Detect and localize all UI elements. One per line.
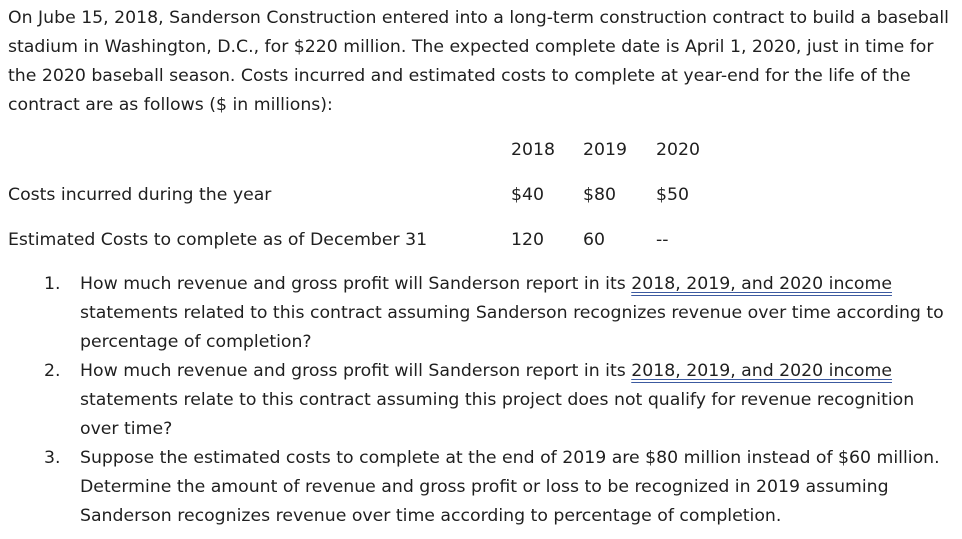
question-underlined-text: 2018, 2019, and 2020 income (631, 274, 892, 294)
question-underlined-text: 2018, 2019, and 2020 income (631, 361, 892, 381)
question-number: 1. (44, 274, 61, 294)
question-item (0, 270, 962, 357)
question-item (0, 444, 962, 531)
year-header-2020: 2020 (656, 140, 700, 160)
question-list (0, 270, 962, 531)
row-label-costs-incurred: Costs incurred during the year (8, 185, 272, 205)
year-header-2019: 2019 (583, 140, 627, 160)
cell-estimated-costs-2019: 60 (583, 230, 605, 250)
row-label-estimated-costs: Estimated Costs to complete as of December 31 (8, 230, 428, 250)
cell-estimated-costs-2018: 120 (511, 230, 544, 250)
question-item (0, 357, 962, 444)
cell-estimated-costs-2020: -- (656, 230, 669, 250)
cell-costs-incurred-2018: $40 (511, 185, 544, 205)
question-text-continued: statements related to this contract assuming Sanderson recognizes revenue over time according to percentage of completion? (80, 303, 944, 352)
intro-paragraph: On Jube 15, 2018, Sanderson Construction entered into a long-term construction contract to build a baseball stadium in Washington, D.C., for $220 million. The expected complete date is April 1, 2020, just in time for the 2020 baseball season. Costs incurred and estimated costs to complete at year-end for the life of the contract are as follows ($ in millions): (8, 8, 949, 115)
question-number: 2. (44, 361, 61, 381)
cell-costs-incurred-2019: $80 (583, 185, 616, 205)
question-text: How much revenue and gross profit will Sanderson report in its (80, 274, 632, 294)
question-text-continued: statements relate to this contract assuming this project does not qualify for revenue recognition over time? (80, 390, 915, 439)
question-number: 3. (44, 448, 61, 468)
question-text: Suppose the estimated costs to complete at the end of 2019 are $80 million instead of $60 million. Determine the amount of revenue and gross profit or loss to be recognized in 2019 assuming Sanderson recognizes revenue over time according to percentage of completion. (80, 448, 940, 526)
question-text: How much revenue and gross profit will Sanderson report in its (80, 361, 632, 381)
cell-costs-incurred-2020: $50 (656, 185, 689, 205)
year-header-2018: 2018 (511, 140, 555, 160)
